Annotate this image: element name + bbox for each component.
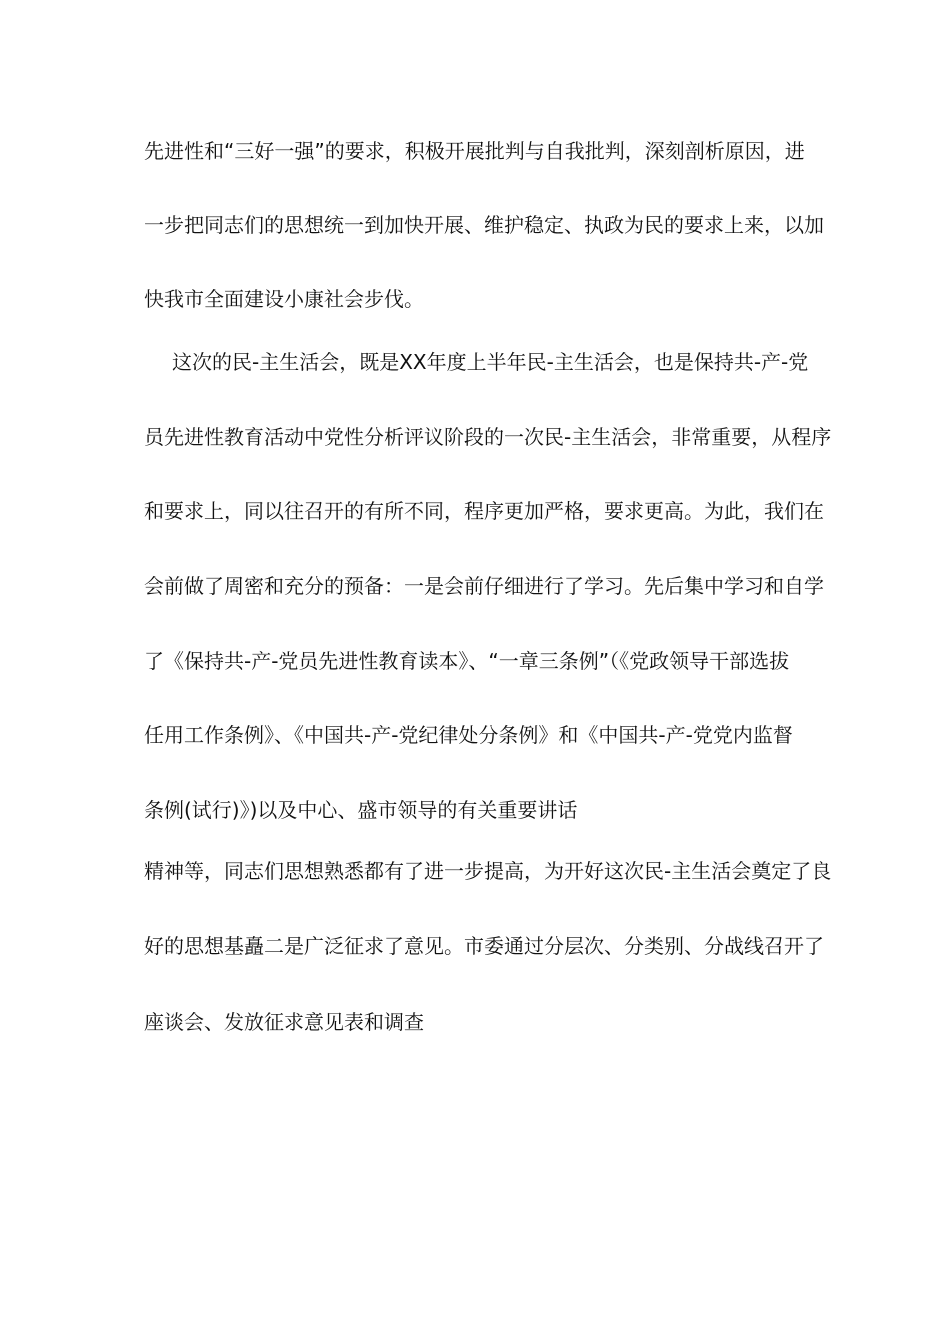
text-line-1: 先进性和“三好一强”的要求，积极开展批判与自我批判，深刻剖析原因，进 — [144, 139, 805, 163]
text-line-12: 好的思想基矗二是广泛征求了意见。市委通过分层次、分类别、分战线召开了 — [144, 934, 824, 958]
text-line-13: 座谈会、发放征求意见表和调查 — [144, 1010, 424, 1034]
text-line-11: 精神等，同志们思想熟悉都有了进一步提高，为开好这次民-主生活会奠定了良 — [144, 859, 832, 883]
text-line-8: 了《保持共-产-党员先进性教育读本》、“一章三条例”（《党政领导干部选拔 — [144, 649, 790, 673]
text-line-2: 一步把同志们的思想统一到加快开展、维护稳定、执政为民的要求上来，以加 — [144, 213, 824, 237]
text-line-9: 任用工作条例》、《中国共-产-党纪律处分条例》和《中国共-产-党党内监督 — [144, 723, 793, 747]
text-line-6: 和要求上，同以往召开的有所不同，程序更加严格，要求更高。为此，我们在 — [144, 499, 824, 523]
text-line-5: 员先进性教育活动中党性分析评议阶段的一次民-主生活会，非常重要，从程序 — [144, 425, 832, 449]
text-line-7: 会前做了周密和充分的预备：一是会前仔细进行了学习。先后集中学习和自学 — [144, 574, 824, 598]
text-line-10: 条例(试行)》)以及中心、盛市领导的有关重要讲话 — [144, 798, 578, 822]
text-line-4: 这次的民-主生活会，既是XX年度上半年民-主生活会，也是保持共-产-党 — [172, 350, 809, 374]
text-line-3: 快我市全面建设小康社会步伐。 — [144, 287, 424, 311]
